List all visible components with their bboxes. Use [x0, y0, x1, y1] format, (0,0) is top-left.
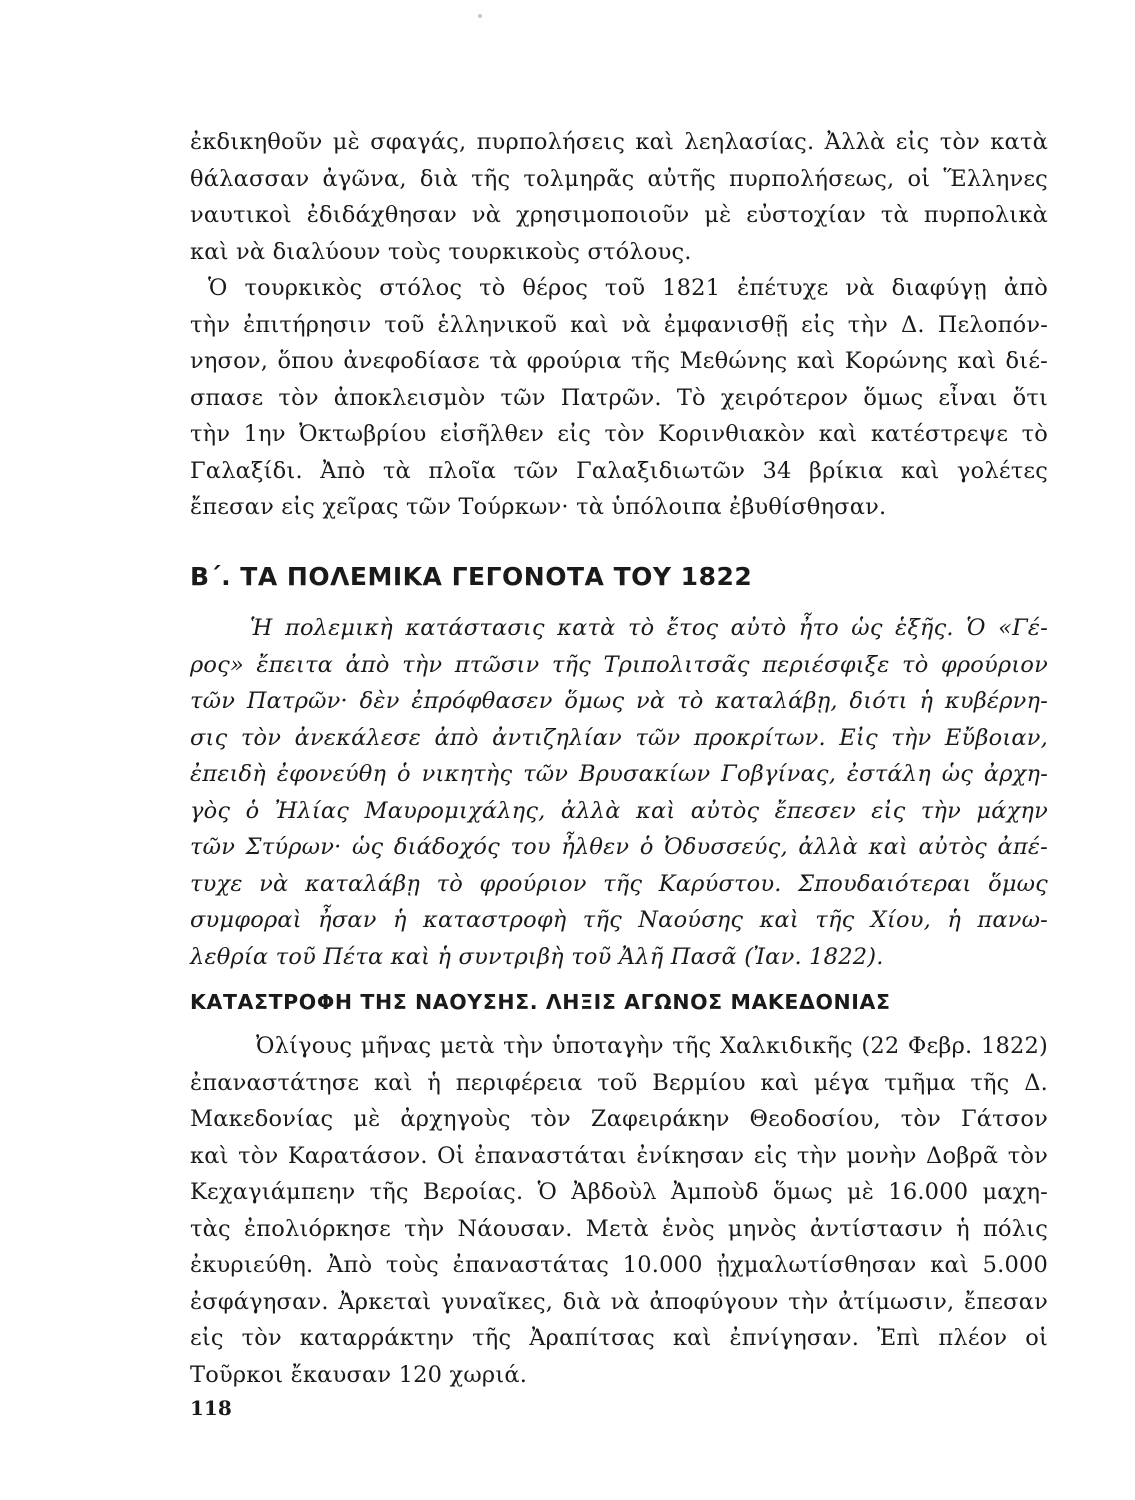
- text-line: ἔπεσαν εἰς χεῖρας τῶν Τούρκων· τὰ ὑπόλοιπα ἐβυθίσθησαν.: [190, 494, 887, 520]
- text-line: Ἡ πολεμικὴ κατάστασις κατὰ τὸ ἔτος αὐτὸ ἦτο ὡς ἑξῆς. Ὁ «Γέ-: [250, 615, 1048, 641]
- text-line: τυχε νὰ καταλάβῃ τὸ φρούριον τῆς Καρύστου. Σπουδαιότεραι ὅμως: [190, 870, 1048, 897]
- text-line: ἐπειδὴ ἐφονεύθη ὁ νικητὴς τῶν Βρυσακίων Γοβγίνας, ἐστάλη ὡς ἀρχη-: [190, 761, 1048, 787]
- paragraph-naousa-destruction: [190, 1028, 1048, 1393]
- text-line: θάλασσαν ἀγῶνα, διὰ τῆς τολμηρᾶς αὐτῆς πυρπολήσεως, οἱ Ἕλληνες: [190, 165, 1048, 192]
- paragraph-war-events-1822: [190, 610, 1048, 975]
- text-line: Ὀλίγους μῆνας μετὰ τὴν ὑποταγὴν τῆς Χαλκιδικῆς (22 Φεβρ. 1822): [256, 1033, 1048, 1059]
- section-heading: Β΄. ΤΑ ΠΟΛΕΜΙΚΑ ΓΕΓΟΝΟΤΑ ΤΟΥ 1822: [190, 562, 753, 591]
- text-line: ρος» ἔπειτα ἀπὸ τὴν πτῶσιν τῆς Τριπολιτσᾶς περιέσφιξε τὸ φρούριον: [190, 651, 1048, 678]
- text-line: Ὁ τουρκικὸς στόλος τὸ θέρος τοῦ 1821 ἐπέτυχε νὰ διαφύγῃ ἀπὸ: [208, 275, 1048, 301]
- text-line: ἐκδικηθοῦν μὲ σφαγάς, πυρπολήσεις καὶ λεηλασίας. Ἀλλὰ εἰς τὸν κατὰ: [190, 129, 1048, 155]
- text-line: εἰς τὸν καταρράκτην τῆς Ἀραπίτσας καὶ ἐπνίγησαν. Ἐπὶ πλέον οἱ: [190, 1325, 1048, 1351]
- text-line: καὶ τὸν Καρατάσον. Οἱ ἐπαναστάται ἐνίκησαν εἰς τὴν μονὴν Δοβρᾶ τὸν: [190, 1142, 1048, 1169]
- text-line: τῶν Στύρων· ὡς διάδοχός του ἦλθεν ὁ Ὀδυσσεύς, ἀλλὰ καὶ αὐτὸς ἀπέ-: [190, 834, 1048, 860]
- text-line: γὸς ὁ Ἠλίας Μαυρομιχάλης, ἀλλὰ καὶ αὐτὸς ἔπεσεν εἰς τὴν μάχην: [190, 797, 1048, 824]
- paragraph-continuation: [190, 124, 1048, 270]
- text-line: Τοῦρκοι ἔκαυσαν 120 χωριά.: [190, 1361, 528, 1388]
- text-line: ἐκυριεύθη. Ἀπὸ τοὺς ἐπαναστάτας 10.000 ᾐχμαλωτίσθησαν καὶ 5.000: [190, 1252, 1048, 1278]
- text-line: ναυτικοὶ ἐδιδάχθησαν νὰ χρησιμοποιοῦν μὲ εὐστοχίαν τὰ πυρπολικὰ: [190, 202, 1048, 228]
- page-number: 118: [190, 1396, 232, 1420]
- text-line: Γαλαξίδι. Ἀπὸ τὰ πλοῖα τῶν Γαλαξιδιωτῶν 34 βρίκια καὶ γολέτες: [190, 457, 1048, 484]
- text-line: νησον, ὅπου ἀνεφοδίασε τὰ φρούρια τῆς Μεθώνης καὶ Κορώνης καὶ διέ-: [190, 348, 1048, 374]
- text-line: τὰς ἐπολιόρκησε τὴν Νάουσαν. Μετὰ ἑνὸς μηνὸς ἀντίστασιν ἡ πόλις: [190, 1215, 1048, 1242]
- text-line: ἐπαναστάτησε καὶ ἡ περιφέρεια τοῦ Βερμίου καὶ μέγα τμῆμα τῆς Δ.: [190, 1069, 1048, 1096]
- text-line: τὴν ἐπιτήρησιν τοῦ ἑλληνικοῦ καὶ νὰ ἐμφανισθῇ εἰς τὴν Δ. Πελοπόν-: [190, 311, 1048, 338]
- text-line: συμφοραὶ ἦσαν ἡ καταστροφὴ τῆς Ναούσης καὶ τῆς Χίου, ἡ πανω-: [190, 907, 1048, 933]
- subsection-heading: ΚΑΤΑΣΤΡΟΦΗ ΤΗΣ ΝΑΟΥΣΗΣ. ΛΗΞΙΣ ΑΓΩΝΟΣ ΜΑΚΕΔΟΝΙΑΣ: [190, 990, 891, 1014]
- text-line: ἐσφάγησαν. Ἀρκεταὶ γυναῖκες, διὰ νὰ ἀποφύγουν τὴν ἀτίμωσιν, ἔπεσαν: [190, 1288, 1048, 1315]
- paragraph-turkish-fleet: [190, 270, 1048, 526]
- text-line: Κεχαγιάμπεην τῆς Βεροίας. Ὁ Ἀβδοὺλ Ἀμποὺδ ὅμως μὲ 16.000 μαχη-: [190, 1179, 1048, 1205]
- text-line: σις τὸν ἀνεκάλεσε ἀπὸ ἀντιζηλίαν τῶν προκρίτων. Εἰς τὴν Εὔβοιαν,: [190, 724, 1048, 751]
- text-line: τὴν 1ην Ὀκτωβρίου εἰσῆλθεν εἰς τὸν Κορινθιακὸν καὶ κατέστρεψε τὸ: [190, 421, 1048, 447]
- text-line: Μακεδονίας μὲ ἀρχηγοὺς τὸν Ζαφειράκην Θεοδοσίου, τὸν Γάτσον: [190, 1106, 1048, 1132]
- text-line: σπασε τὸν ἀποκλεισμὸν τῶν Πατρῶν. Τὸ χειρότερον ὅμως εἶναι ὅτι: [190, 384, 1048, 411]
- text-line: καὶ νὰ διαλύουν τοὺς τουρκικοὺς στόλους.: [190, 238, 692, 265]
- text-line: λεθρία τοῦ Πέτα καὶ ἡ συντριβὴ τοῦ Ἀλῆ Πασᾶ (Ἰαν. 1822).: [190, 943, 884, 970]
- scan-speck: [478, 14, 482, 18]
- text-line: τῶν Πατρῶν· δὲν ἐπρόφθασεν ὅμως νὰ τὸ καταλάβῃ, διότι ἡ κυβέρνη-: [190, 688, 1048, 714]
